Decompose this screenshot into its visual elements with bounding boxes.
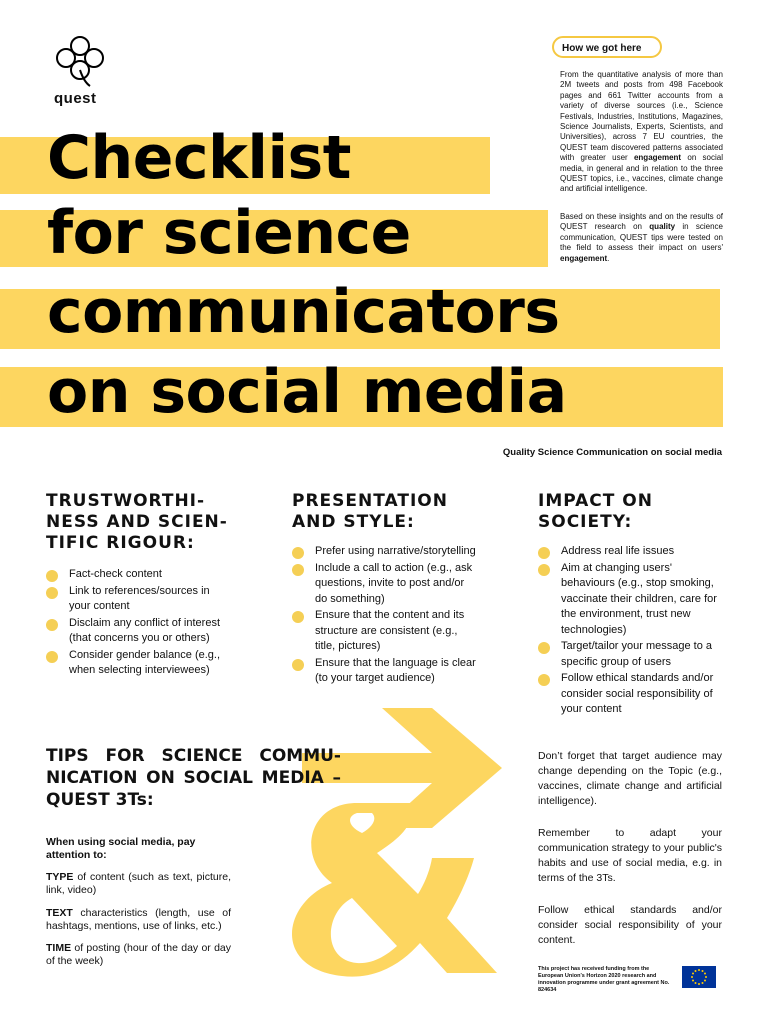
heading-line: SOCIETY: bbox=[538, 512, 633, 532]
title-line-3: communicators bbox=[47, 277, 560, 347]
how-paragraph-2: Based on these insights and on the results of QUEST research on quality in science communication, QUEST tips were tested on the field to assess their impact on users' engagement. bbox=[560, 212, 723, 263]
list-item: Consider gender balance (e.g., when selecting interviewees) bbox=[46, 648, 231, 679]
tips-heading: TIPS FOR SCIENCE COMMU-NICATION ON SOCIAL MEDIA – QUEST 3Ts: bbox=[46, 746, 341, 810]
list-item: Follow ethical standards and/or consider social responsibility of your content bbox=[538, 671, 723, 718]
title-line-1: Checklist bbox=[47, 123, 351, 193]
list-item: Address real life issues bbox=[538, 544, 723, 560]
list-item: Aim at changing users' behaviours (e.g., stop smoking, vaccinate their children, care for the environment, trust new technologies) bbox=[538, 561, 723, 639]
list-item: Ensure that the language is clear (to your target audience) bbox=[292, 656, 477, 687]
list-item: Disclaim any conflict of interest (that concerns you or others) bbox=[46, 616, 231, 647]
note-target-audience: Don’t forget that target audience may change depending on the Topic (e.g., vaccines, climate change and artificial intelligence). bbox=[538, 750, 722, 807]
title-line-4: on social media bbox=[47, 357, 567, 427]
how-paragraph-1: From the quantitative analysis of more than 2M tweets and posts from 498 Facebook pages and 661 Twitter accounts from a variety of diverse sources (i.e., Science Festivals, Industries, Institutions, Magazines, Science Journalists, Experts, Scientists, and Universities), across 7 EU countries, the QUEST team discovered patterns associated with greater user engagement on social media, in general and in relation to the three QUEST topics, i.e., vaccines, climate change and artificial intelligence. bbox=[560, 70, 723, 194]
bullet-dot-icon bbox=[292, 611, 304, 623]
tip-key: TYPE bbox=[46, 871, 74, 883]
list-item: Prefer using narrative/storytelling bbox=[292, 544, 477, 560]
list-item: Include a call to action (e.g., ask questions, invite to post and/or do something) bbox=[292, 561, 477, 608]
bullet-dot-icon bbox=[538, 547, 550, 559]
note-adapt-strategy: Remember to adapt your communication strategy to your public's habits and use of social media, e.g. in terms of the 3Ts. bbox=[538, 827, 722, 884]
bullet-dot-icon bbox=[46, 587, 58, 599]
how-we-got-here-label: How we got here bbox=[552, 36, 662, 58]
funding-statement: This project has received funding from the European Union's Horizon 2020 research and innovation programme under grant agreement No. 824634 bbox=[538, 966, 670, 993]
heading-line: TRUSTWORTHI- bbox=[46, 491, 206, 511]
list-item: Link to references/sources in your content bbox=[46, 584, 231, 615]
bullet-dot-icon bbox=[538, 674, 550, 686]
tip-key: TIME bbox=[46, 942, 72, 954]
note-ethical-standards: Follow ethical standards and/or consider social responsibility of your content. bbox=[538, 904, 722, 946]
tip-time: TIME of posting (hour of the day or day of the week) bbox=[46, 942, 231, 967]
bullet-dot-icon bbox=[292, 564, 304, 576]
column-heading-presentation bbox=[292, 491, 502, 533]
bullet-dot-icon bbox=[538, 642, 550, 654]
heading-line: PRESENTATION bbox=[292, 491, 448, 511]
subtitle: Quality Science Communication on social media bbox=[502, 447, 722, 458]
heading-line: NESS AND SCIEN- bbox=[46, 512, 228, 532]
tip-key: TEXT bbox=[46, 907, 73, 919]
column-heading-trustworthiness bbox=[46, 491, 266, 554]
bullet-dot-icon bbox=[46, 570, 58, 582]
title-line-2: for science bbox=[47, 198, 411, 268]
bullet-dot-icon bbox=[538, 564, 550, 576]
tip-type: TYPE of content (such as text, picture, link, video) bbox=[46, 871, 231, 896]
trustworthiness-list bbox=[46, 567, 231, 680]
list-item: Target/tailor your message to a specific group of users bbox=[538, 639, 723, 670]
list-item: Fact-check content bbox=[46, 567, 231, 583]
heading-line: TIFIC RIGOUR: bbox=[46, 533, 195, 553]
bullet-dot-icon bbox=[292, 547, 304, 559]
tips-intro: When using social media, pay attention to: bbox=[46, 836, 196, 861]
list-item: Ensure that the content and its structure are consistent (e.g., title, pictures) bbox=[292, 608, 477, 655]
bullet-dot-icon bbox=[292, 659, 304, 671]
impact-list bbox=[538, 544, 723, 719]
presentation-list bbox=[292, 544, 477, 688]
column-heading-impact bbox=[538, 491, 728, 533]
bullet-dot-icon bbox=[46, 619, 58, 631]
tip-text: TEXT characteristics (length, use of hashtags, mentions, use of links, etc.) bbox=[46, 907, 231, 932]
heading-line: IMPACT ON bbox=[538, 491, 653, 511]
eu-flag-icon bbox=[682, 966, 716, 988]
heading-line: AND STYLE: bbox=[292, 512, 415, 532]
bullet-dot-icon bbox=[46, 651, 58, 663]
logo-wordmark: quest bbox=[54, 90, 97, 107]
